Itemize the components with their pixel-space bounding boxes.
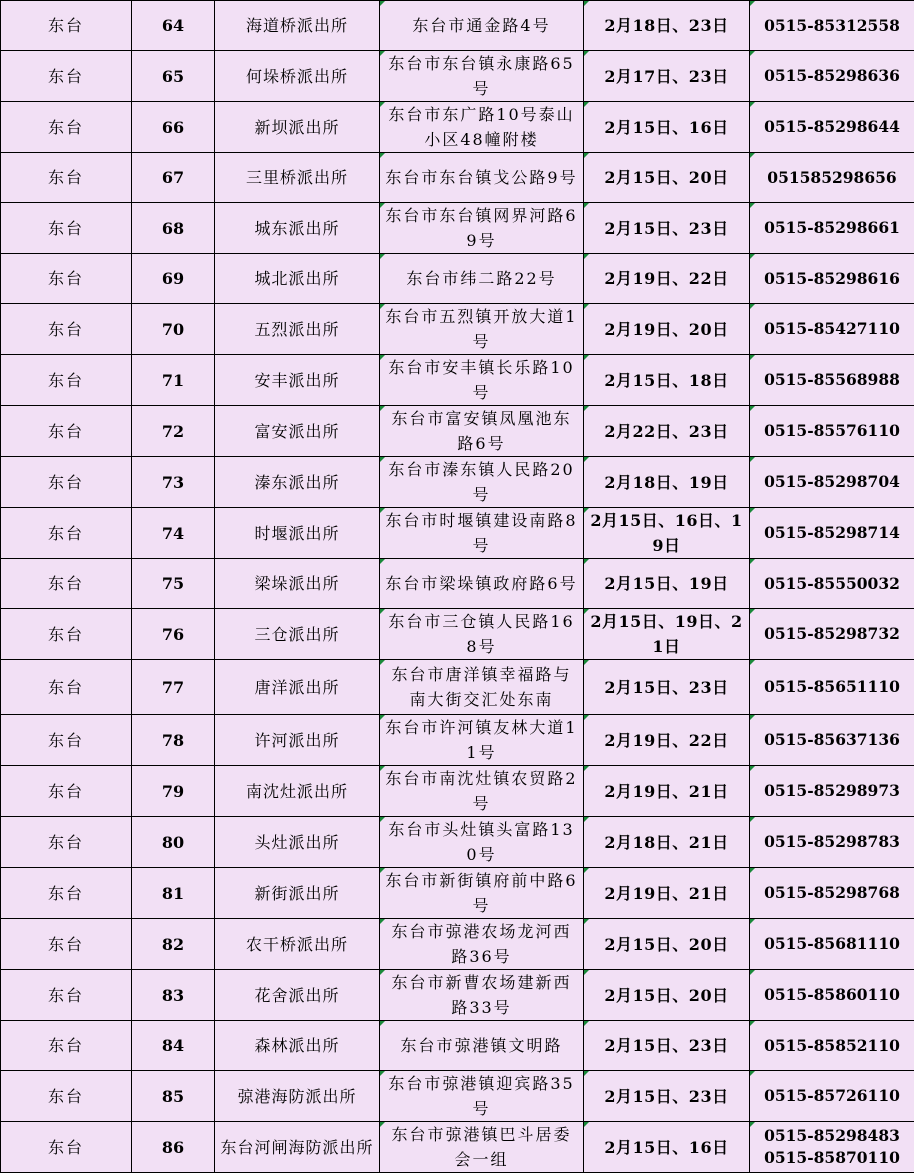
table-row [1,919,914,970]
phone-number: 0515-85298616 [754,268,910,290]
dates-cell: 2月19日、22日 [584,254,750,304]
dates-cell: 2月15日、20日 [584,153,750,203]
station-name-cell: 新坝派出所 [215,102,380,153]
phone-cell [750,203,914,254]
number-cell: 75 [132,559,215,609]
phone-cell [750,660,914,715]
dates-cell: 2月18日、19日 [584,457,750,508]
phone-number: 0515-85651110 [754,676,910,698]
station-name-cell: 唐洋派出所 [215,660,380,715]
dates-cell: 2月15日、16日、19日 [584,508,750,559]
table-body [1,1,914,1173]
address-cell: 东台市新曹农场建新西路33号 [380,970,584,1021]
phone-cell [750,406,914,457]
station-name-cell: 梁垛派出所 [215,559,380,609]
address-cell: 东台市时堰镇建设南路8号 [380,508,584,559]
table-row [1,153,914,203]
dates-cell: 2月15日、16日 [584,1122,750,1173]
number-cell: 82 [132,919,215,970]
dates-cell: 2月15日、16日 [584,102,750,153]
dates-cell: 2月15日、19日、21日 [584,609,750,660]
city-cell: 东台 [1,1071,132,1122]
phone-number: 0515-85298483 [754,1125,910,1147]
table-row [1,1021,914,1071]
phone-number: 0515-85298714 [754,522,910,544]
phone-number: 0515-85298644 [754,116,910,138]
number-cell: 81 [132,868,215,919]
city-cell: 东台 [1,609,132,660]
city-cell: 东台 [1,970,132,1021]
table-row [1,406,914,457]
phone-number: 0515-85637136 [754,729,910,751]
phone-number: 0515-85298768 [754,882,910,904]
table-row [1,970,914,1021]
phone-cell [750,715,914,766]
city-cell: 东台 [1,660,132,715]
table-row [1,1071,914,1122]
city-cell: 东台 [1,766,132,817]
table-row [1,609,914,660]
phone-cell [750,508,914,559]
dates-cell: 2月18日、23日 [584,1,750,51]
phone-cell [750,766,914,817]
number-cell: 76 [132,609,215,660]
phone-cell [750,970,914,1021]
phone-cell [750,817,914,868]
station-name-cell: 头灶派出所 [215,817,380,868]
number-cell: 77 [132,660,215,715]
station-name-cell: 安丰派出所 [215,355,380,406]
phone-number: 0515-85576110 [754,420,910,442]
address-cell: 东台市纬二路22号 [380,254,584,304]
dates-cell: 2月15日、23日 [584,1071,750,1122]
number-cell: 67 [132,153,215,203]
dates-cell: 2月15日、18日 [584,355,750,406]
city-cell: 东台 [1,153,132,203]
address-cell: 东台市富安镇凤凰池东路6号 [380,406,584,457]
table-row [1,715,914,766]
phone-cell [750,355,914,406]
address-cell: 东台市安丰镇长乐路10号 [380,355,584,406]
number-cell: 70 [132,304,215,355]
city-cell: 东台 [1,1122,132,1173]
phone-number: 0515-85550032 [754,573,910,595]
address-cell: 东台市通金路4号 [380,1,584,51]
dates-cell: 2月19日、22日 [584,715,750,766]
city-cell: 东台 [1,559,132,609]
phone-number: 0515-85852110 [754,1035,910,1057]
station-name-cell: 海道桥派出所 [215,1,380,51]
phone-number: 0515-85681110 [754,933,910,955]
number-cell: 64 [132,1,215,51]
station-name-cell: 三仓派出所 [215,609,380,660]
phone-cell [750,559,914,609]
station-name-cell: 五烈派出所 [215,304,380,355]
phone-cell [750,1021,914,1071]
city-cell: 东台 [1,102,132,153]
city-cell: 东台 [1,203,132,254]
phone-number: 0515-85726110 [754,1085,910,1107]
city-cell: 东台 [1,508,132,559]
dates-cell: 2月17日、23日 [584,51,750,102]
number-cell: 79 [132,766,215,817]
phone-number: 0515-85298704 [754,471,910,493]
number-cell: 84 [132,1021,215,1071]
address-cell: 东台市唐洋镇幸福路与南大街交汇处东南 [380,660,584,715]
phone-number: 0515-85870110 [754,1147,910,1169]
dates-cell: 2月15日、19日 [584,559,750,609]
phone-number: 0515-85298973 [754,780,910,802]
city-cell: 东台 [1,406,132,457]
address-cell: 东台市弶港镇文明路 [380,1021,584,1071]
station-name-cell: 森林派出所 [215,1021,380,1071]
address-cell: 东台市东台镇永康路65号 [380,51,584,102]
city-cell: 东台 [1,457,132,508]
station-name-cell: 农干桥派出所 [215,919,380,970]
table-row [1,559,914,609]
table-row [1,868,914,919]
city-cell: 东台 [1,919,132,970]
number-cell: 72 [132,406,215,457]
station-name-cell: 城北派出所 [215,254,380,304]
table-row [1,508,914,559]
city-cell: 东台 [1,51,132,102]
table-row [1,254,914,304]
dates-cell: 2月15日、20日 [584,970,750,1021]
phone-cell [750,102,914,153]
city-cell: 东台 [1,1021,132,1071]
phone-cell [750,919,914,970]
dates-cell: 2月22日、23日 [584,406,750,457]
address-cell: 东台市弶港镇迎宾路35号 [380,1071,584,1122]
city-cell: 东台 [1,1,132,51]
number-cell: 66 [132,102,215,153]
number-cell: 71 [132,355,215,406]
city-cell: 东台 [1,355,132,406]
number-cell: 85 [132,1071,215,1122]
phone-number: 0515-85312558 [754,15,910,37]
dates-cell: 2月19日、21日 [584,766,750,817]
phone-cell [750,1,914,51]
phone-number: 0515-85298636 [754,65,910,87]
table-row [1,1,914,51]
city-cell: 东台 [1,715,132,766]
table-row [1,457,914,508]
number-cell: 86 [132,1122,215,1173]
phone-number: 0515-85427110 [754,318,910,340]
station-name-cell: 三里桥派出所 [215,153,380,203]
station-name-cell: 弶港海防派出所 [215,1071,380,1122]
number-cell: 83 [132,970,215,1021]
table-row [1,355,914,406]
phone-cell [750,868,914,919]
address-cell: 东台市弶港农场龙河西路36号 [380,919,584,970]
number-cell: 73 [132,457,215,508]
phone-number: 0515-85860110 [754,984,910,1006]
station-name-cell: 东台河闸海防派出所 [215,1122,380,1173]
station-name-cell: 花舍派出所 [215,970,380,1021]
phone-cell [750,609,914,660]
address-cell: 东台市五烈镇开放大道1号 [380,304,584,355]
table-row [1,51,914,102]
address-cell: 东台市东广路10号泰山小区48幢附楼 [380,102,584,153]
city-cell: 东台 [1,254,132,304]
number-cell: 74 [132,508,215,559]
address-cell: 东台市东台镇戈公路9号 [380,153,584,203]
number-cell: 65 [132,51,215,102]
city-cell: 东台 [1,304,132,355]
number-cell: 80 [132,817,215,868]
phone-number: 0515-85568988 [754,369,910,391]
phone-cell [750,254,914,304]
table-row [1,766,914,817]
address-cell: 东台市新街镇府前中路6号 [380,868,584,919]
dates-cell: 2月19日、21日 [584,868,750,919]
station-name-cell: 南沈灶派出所 [215,766,380,817]
phone-cell [750,1122,914,1173]
phone-cell [750,1071,914,1122]
table-row [1,1122,914,1173]
address-cell: 东台市溱东镇人民路20号 [380,457,584,508]
address-cell: 东台市南沈灶镇农贸路2号 [380,766,584,817]
phone-number: 0515-85298661 [754,217,910,239]
address-cell: 东台市头灶镇头富路130号 [380,817,584,868]
phone-cell [750,457,914,508]
phone-number: 051585298656 [754,167,910,189]
table-row [1,102,914,153]
dates-cell: 2月18日、21日 [584,817,750,868]
dates-cell: 2月15日、23日 [584,1021,750,1071]
address-cell: 东台市东台镇网界河路69号 [380,203,584,254]
city-cell: 东台 [1,868,132,919]
number-cell: 69 [132,254,215,304]
station-name-cell: 新街派出所 [215,868,380,919]
dates-cell: 2月15日、23日 [584,660,750,715]
address-cell: 东台市梁垛镇政府路6号 [380,559,584,609]
dates-cell: 2月19日、20日 [584,304,750,355]
station-name-cell: 许河派出所 [215,715,380,766]
dates-cell: 2月15日、20日 [584,919,750,970]
address-cell: 东台市三仓镇人民路168号 [380,609,584,660]
phone-cell [750,51,914,102]
table-row [1,203,914,254]
station-name-cell: 富安派出所 [215,406,380,457]
phone-cell [750,304,914,355]
table-row [1,817,914,868]
station-name-cell: 城东派出所 [215,203,380,254]
address-cell: 东台市弶港镇巴斗居委会一组 [380,1122,584,1173]
table-row [1,304,914,355]
number-cell: 78 [132,715,215,766]
number-cell: 68 [132,203,215,254]
city-cell: 东台 [1,817,132,868]
address-cell: 东台市许河镇友林大道11号 [380,715,584,766]
station-name-cell: 时堰派出所 [215,508,380,559]
station-name-cell: 溱东派出所 [215,457,380,508]
phone-number: 0515-85298783 [754,831,910,853]
phone-number: 0515-85298732 [754,623,910,645]
phone-cell [750,153,914,203]
dates-cell: 2月15日、23日 [584,203,750,254]
station-name-cell: 何垛桥派出所 [215,51,380,102]
table-row [1,660,914,715]
